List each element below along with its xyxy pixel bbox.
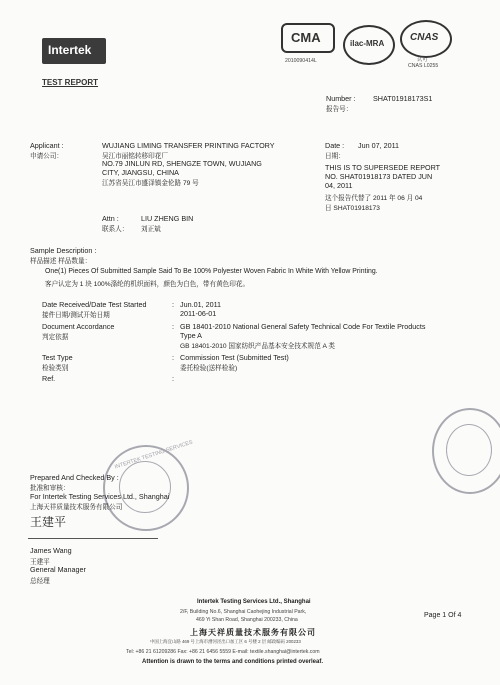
doc-line-3: GB 18401-2010 国家纺织产品基本安全技术规范 A 类 — [180, 343, 335, 350]
applicant-line-5: 江苏省吴江市盛泽镇金伦路 79 号 — [102, 180, 199, 187]
footer-addr-cn: 中国上海宜山路 469 号上海市漕河泾出口加工区 6 号楼 2 层 邮政编码 200233 — [150, 639, 301, 644]
signer-name: James Wang — [30, 546, 72, 555]
applicant-label: Applicant : — [30, 141, 64, 150]
signer-name-cn: 王建平 — [30, 559, 50, 566]
applicant-line-2: 吴江市丽铭转移印花厂 — [102, 153, 168, 160]
attn-label: Attn : — [102, 214, 119, 223]
ref-label: Ref. — [42, 374, 56, 383]
handwritten-signature: 王建平 — [30, 515, 67, 529]
report-number: SHAT01918173S1 — [373, 94, 433, 103]
type-label: Test Type — [42, 353, 73, 362]
for-company: For Intertek Testing Services Ltd., Shanghai — [30, 492, 170, 501]
footer-contact: Tel: +86 21 61209286 Fax: +86 21 6456 5559 E-mail: textile.shanghai@intertek.com — [126, 649, 320, 655]
received-value: Jun.01, 2011 — [180, 300, 222, 309]
logo-text: Intertek — [48, 43, 92, 57]
company-seal-stamp: INTERTEK TESTING SERVICES — [103, 445, 189, 531]
applicant-line-1: WUJIANG LIMING TRANSFER PRINTING FACTORY — [102, 141, 275, 150]
received-value-cn: 2011-06-01 — [180, 309, 217, 318]
type-value: Commission Test (Submitted Test) — [180, 353, 289, 362]
applicant-line-3: NO.79 JINLUN RD, SHENGZE TOWN, WUJIANG — [102, 159, 262, 168]
attn-name: LIU ZHENG BIN — [141, 214, 194, 223]
attn-label-cn: 联系人： — [102, 226, 129, 233]
sample-label-cn: 样品描述 样品数量： — [30, 258, 92, 265]
sample-label: Sample Description : — [30, 246, 97, 255]
date-value: Jun 07, 2011 — [358, 141, 400, 150]
signer-title: General Manager — [30, 565, 86, 574]
doc-line-2: Type A — [180, 331, 202, 340]
sample-desc-cn: 客户认定为 1 块 100%涤纶的机织面料，颜色为白色，带有黄色印花。 — [45, 281, 250, 288]
for-company-cn: 上海天祥质量技术服务有限公司 — [30, 504, 123, 511]
signature-line — [28, 538, 158, 539]
footer-company-cn: 上海天祥质量技术服务有限公司 — [190, 628, 316, 637]
applicant-line-4: CITY, JIANGSU, CHINA — [102, 168, 179, 177]
intertek-logo — [42, 38, 106, 64]
page-indicator: Page 1 Of 4 — [424, 612, 462, 619]
doc-label-cn: 判定依据 — [42, 334, 69, 341]
footer-company: Intertek Testing Services Ltd., Shanghai — [197, 599, 311, 605]
page-edge-seal-stamp — [432, 408, 500, 494]
ilac-mra-mark-icon: ilac-MRA — [343, 25, 395, 65]
cma-code: 2010090414L — [285, 58, 317, 64]
received-label: Date Received/Date Test Started — [42, 300, 147, 309]
number-label: Number : — [326, 94, 356, 103]
sample-desc: One(1) Pieces Of Submitted Sample Said To Be 100% Polyester Woven Fabric In White With Yellow Printing. — [45, 268, 378, 275]
doc-line-1: GB 18401-2010 National General Safety Technical Code For Textile Products — [180, 322, 426, 331]
footer-addr-2: 469 Yi Shan Road, Shanghai 200233, China — [196, 617, 298, 623]
cnas-sub: 认可 — [417, 57, 428, 63]
footer-addr-1: 2/F, Building No.6, Shanghai Caohejing Industrial Park, — [180, 609, 307, 615]
doc-label: Document Accordance — [42, 322, 115, 331]
type-label-cn: 检验类别 — [42, 365, 69, 372]
received-label-cn: 接件日期/测试开始日期 — [42, 312, 110, 319]
number-label-cn: 报告号： — [326, 106, 353, 113]
signer-title-cn: 总经理 — [30, 578, 50, 585]
cma-mark-icon: CMA — [281, 23, 335, 53]
attn-name-cn: 刘正斌 — [141, 226, 161, 233]
supersede-line-3: 04, 2011 — [325, 181, 353, 190]
cnas-code: CNAS L0255 — [408, 63, 439, 69]
supersede-line-1: THIS IS TO SUPERSEDE REPORT — [325, 163, 441, 172]
report-title: TEST REPORT — [42, 78, 99, 87]
footer-terms: Attention is drawn to the terms and conditions printed overleaf. — [142, 659, 324, 665]
supersede-line-2: NO. SHAT01918173 DATED JUN — [325, 172, 433, 181]
applicant-label-cn: 申请公司： — [30, 153, 63, 160]
type-value-cn: 委托检验(送样检验) — [180, 365, 238, 372]
cnas-mark-icon: CNAS — [400, 20, 452, 58]
supersede-line-4: 这个报告代替了 2011 年 06 月 04 — [325, 195, 423, 202]
prepared-label: Prepared And Checked By : — [30, 473, 119, 482]
date-label-cn: 日期： — [325, 153, 345, 160]
date-label: Date : — [325, 141, 345, 150]
supersede-line-5: 日 SHAT01918173 — [325, 205, 380, 212]
prepared-label-cn: 批准和审核： — [30, 485, 70, 492]
